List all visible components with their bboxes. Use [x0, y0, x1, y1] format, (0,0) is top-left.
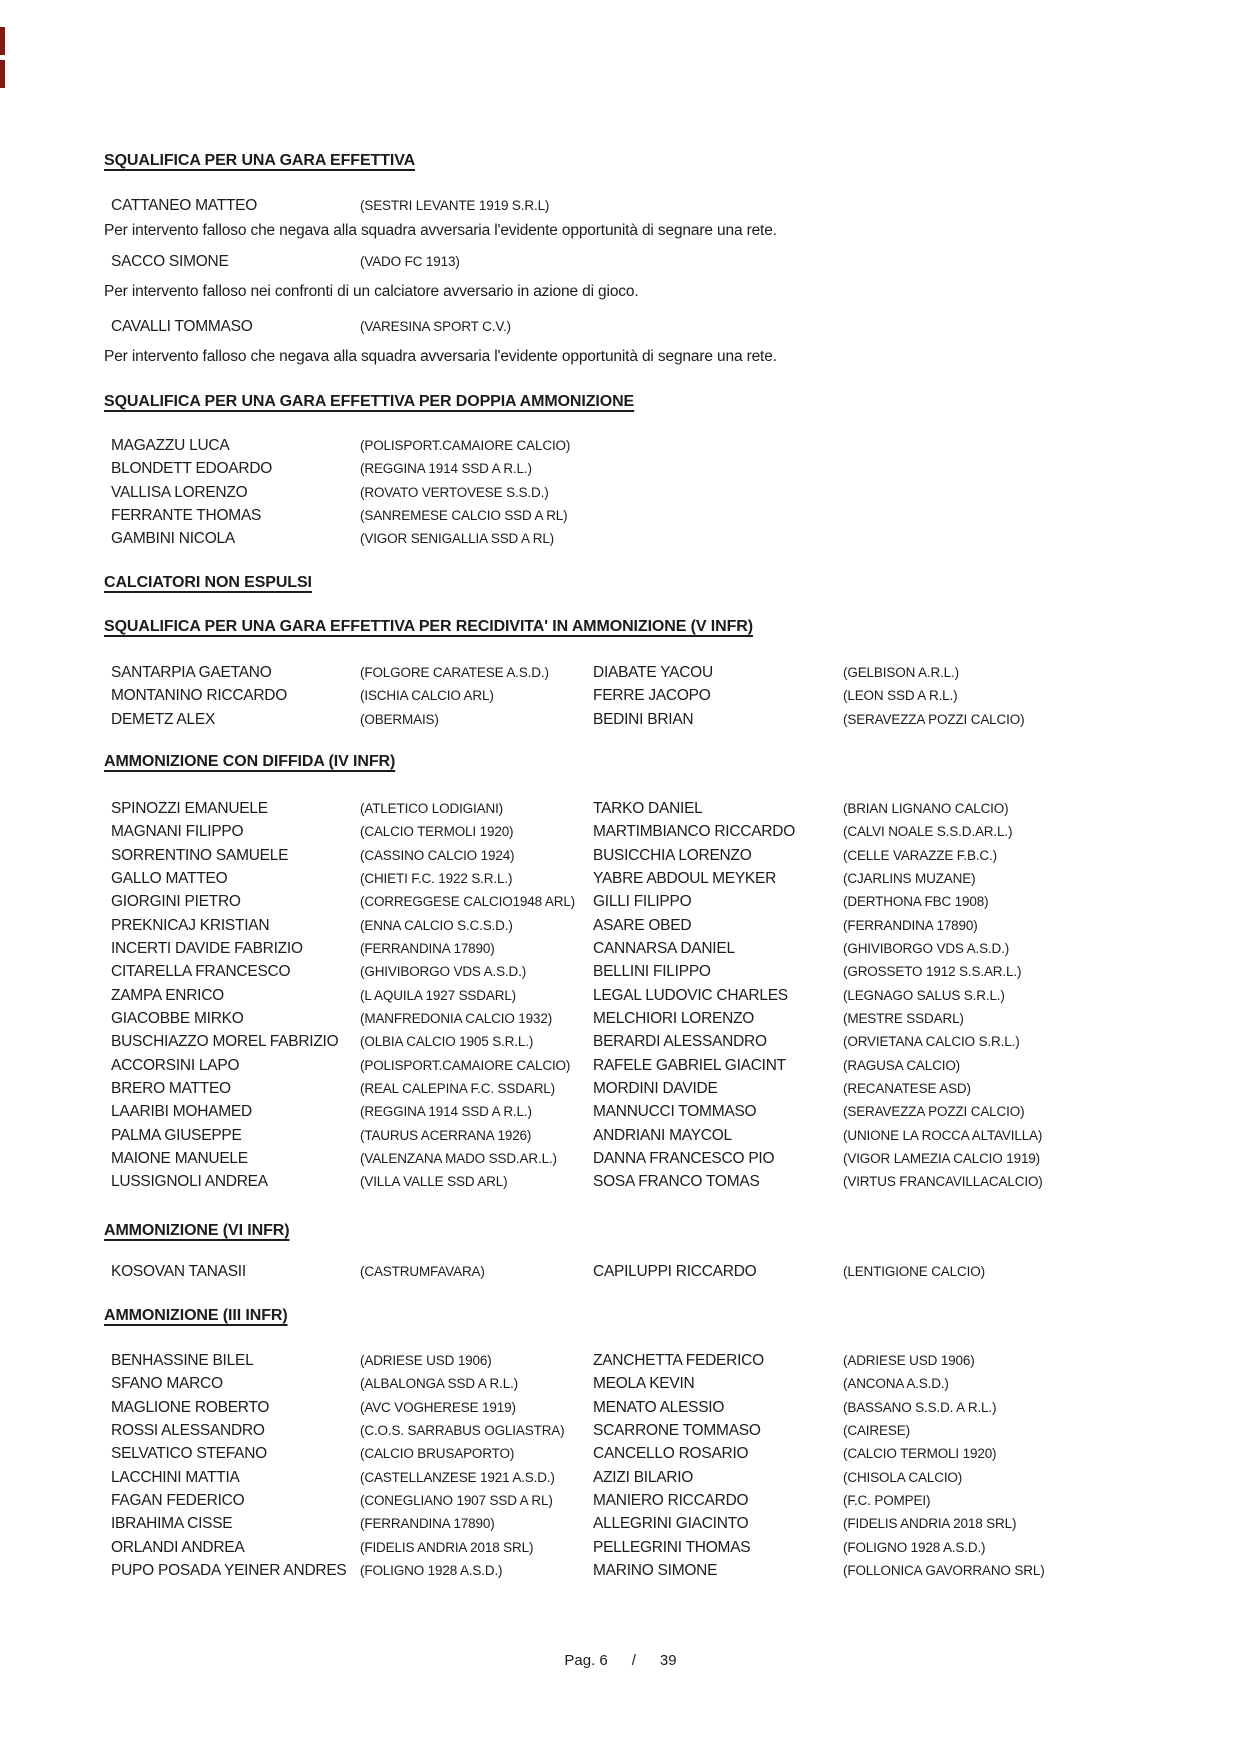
club-name: (VILLA VALLE SSD ARL) [360, 1174, 508, 1190]
club-name: (ROVATO VERTOVESE S.S.D.) [360, 484, 549, 500]
player-name: ROSSI ALESSANDRO [111, 1421, 265, 1439]
player-row [111, 1173, 1223, 1196]
club-name: (REGGINA 1914 SSD A R.L.) [360, 461, 532, 477]
player-row [111, 530, 1223, 553]
club-name: (FERRANDINA 17890) [843, 917, 978, 933]
club-name: (REGGINA 1914 SSD A R.L.) [360, 1104, 532, 1120]
club-name: (POLISPORT.CAMAIORE CALCIO) [360, 438, 571, 453]
player-name: LACCHINI MATTIA [111, 1468, 240, 1486]
player-name: ACCORSINI LAPO [111, 1056, 240, 1074]
player-row [111, 460, 1223, 483]
player-name: SCARRONE TOMMASO [593, 1421, 761, 1439]
club-name: (FERRANDINA 17890) [360, 1516, 495, 1532]
player-row [111, 847, 1223, 870]
player-name: VALLISA LORENZO [111, 483, 248, 501]
player-row [111, 987, 1223, 1010]
red-edge-mark [0, 27, 5, 55]
club-name: (CASSINO CALCIO 1924) [360, 847, 515, 863]
footer-total-pages: 39 [659, 1652, 677, 1669]
club-name: (BASSANO S.S.D. A R.L.) [843, 1399, 997, 1415]
player-name: CAVALLI TOMMASO [111, 318, 253, 335]
player-name: CANNARSA DANIEL [593, 939, 735, 957]
club-name: (ATLETICO LODIGIANI) [360, 801, 504, 816]
player-row [111, 1263, 1223, 1286]
player-row [111, 687, 1223, 710]
player-row [111, 1422, 1223, 1445]
player-name: MANNUCCI TOMMASO [593, 1103, 757, 1121]
club-name: (RAGUSA CALCIO) [843, 1057, 961, 1073]
player-name: SOSA FRANCO TOMAS [593, 1173, 760, 1191]
player-row [111, 1399, 1223, 1422]
player-name: BLONDETT EDOARDO [111, 460, 273, 478]
club-name: (CALCIO TERMOLI 1920) [843, 1446, 997, 1462]
section-heading: AMMONIZIONE (III INFR) [104, 1307, 288, 1324]
club-name: (FOLIGNO 1928 A.S.D.) [360, 1562, 503, 1578]
red-edge-mark [0, 60, 5, 88]
player-name: ALLEGRINI GIACINTO [593, 1515, 749, 1533]
club-name: (CALVI NOALE S.S.D.AR.L.) [843, 824, 1013, 840]
club-name: (CALCIO BRUSAPORTO) [360, 1446, 515, 1462]
player-row [111, 1033, 1223, 1056]
player-name: PUPO POSADA YEINER ANDRES [111, 1561, 347, 1579]
club-name: (VIGOR SENIGALLIA SSD A RL) [360, 531, 555, 547]
player-name: GIORGINI PIETRO [111, 893, 241, 911]
club-name: (DERTHONA FBC 1908) [843, 894, 989, 910]
club-name: (ADRIESE USD 1906) [843, 1353, 975, 1368]
player-name: FERRANTE THOMAS [111, 506, 262, 524]
club-name: (CELLE VARAZZE F.B.C.) [843, 847, 997, 863]
club-name: (VARESINA SPORT C.V.) [360, 319, 511, 334]
player-name: RAFELE GABRIEL GIACINT [593, 1056, 786, 1074]
club-name: (ALBALONGA SSD A R.L.) [360, 1376, 519, 1392]
club-name: (L AQUILA 1927 SSDARL) [360, 987, 517, 1003]
player-name: YABRE ABDOUL MEYKER [593, 869, 777, 887]
player-name: LEGAL LUDOVIC CHARLES [593, 986, 788, 1004]
player-row [111, 1492, 1223, 1515]
club-name: (RECANATESE ASD) [843, 1080, 971, 1096]
club-name: (FOLGORE CARATESE A.S.D.) [360, 665, 549, 680]
player-name: GALLO MATTEO [111, 869, 228, 887]
player-name: BUSCHIAZZO MOREL FABRIZIO [111, 1033, 339, 1051]
club-name: (FOLLONICA GAVORRANO SRL) [843, 1562, 1045, 1578]
player-name: ORLANDI ANDREA [111, 1538, 245, 1556]
player-name: AZIZI BILARIO [593, 1468, 694, 1486]
club-name: (CONEGLIANO 1907 SSD A RL) [360, 1492, 553, 1508]
player-name: MAGLIONE ROBERTO [111, 1398, 270, 1416]
club-name: (VADO FC 1913) [360, 254, 460, 269]
player-name: ZANCHETTA FEDERICO [593, 1352, 764, 1369]
club-name: (SERAVEZZA POZZI CALCIO) [843, 711, 1025, 727]
club-name: (VALENZANA MADO SSD.AR.L.) [360, 1150, 557, 1166]
player-name: KOSOVAN TANASII [111, 1263, 246, 1280]
rule-paragraph: Per intervento falloso nei confronti di un calciatore avversario in azione di gioco. [104, 283, 639, 300]
rule-paragraph: Per intervento falloso che negava alla squadra avversaria l'evidente opportunità di segnare una rete. [104, 348, 777, 365]
player-name: SFANO MARCO [111, 1375, 223, 1393]
footer-separator: / [631, 1652, 636, 1669]
section-heading: CALCIATORI NON ESPULSI [104, 574, 312, 591]
player-name: MAGAZZU LUCA [111, 437, 230, 454]
player-name: BUSICCHIA LORENZO [593, 846, 752, 864]
club-name: (REAL CALEPINA F.C. SSDARL) [360, 1080, 556, 1096]
rule-paragraph: Per intervento falloso che negava alla squadra avversaria l'evidente opportunità di segnare una rete. [104, 222, 777, 239]
player-row [111, 664, 1223, 687]
player-name: GAMBINI NICOLA [111, 530, 235, 548]
player-row [111, 711, 1223, 734]
club-name: (ORVIETANA CALCIO S.R.L.) [843, 1034, 1020, 1050]
player-name: DIABATE YACOU [593, 664, 713, 681]
player-row [111, 917, 1223, 940]
player-list [111, 253, 1223, 276]
player-name: MENATO ALESSIO [593, 1398, 725, 1416]
player-name: SANTARPIA GAETANO [111, 664, 272, 681]
club-name: (LENTIGIONE CALCIO) [843, 1264, 985, 1279]
player-name: MEOLA KEVIN [593, 1375, 695, 1393]
club-name: (AVC VOGHERESE 1919) [360, 1399, 516, 1415]
section-heading: AMMONIZIONE CON DIFFIDA (IV INFR) [104, 753, 396, 770]
club-name: (TAURUS ACERRANA 1926) [360, 1127, 532, 1143]
player-name: SACCO SIMONE [111, 253, 229, 270]
player-name: ZAMPA ENRICO [111, 986, 224, 1004]
player-row [111, 1057, 1223, 1080]
player-name: ASARE OBED [593, 916, 692, 934]
player-row [111, 963, 1223, 986]
player-name: GIACOBBE MIRKO [111, 1009, 244, 1027]
player-list [111, 437, 1223, 554]
player-name: SELVATICO STEFANO [111, 1445, 267, 1463]
player-row [111, 484, 1223, 507]
player-row [111, 940, 1223, 963]
club-name: (SANREMESE CALCIO SSD A RL) [360, 507, 568, 523]
player-name: BENHASSINE BILEL [111, 1352, 254, 1369]
player-name: IBRAHIMA CISSE [111, 1515, 233, 1533]
player-name: MARTIMBIANCO RICCARDO [593, 823, 796, 841]
player-row [111, 1469, 1223, 1492]
player-name: SORRENTINO SAMUELE [111, 846, 289, 864]
player-row [111, 197, 1223, 220]
player-name: PREKNICAJ KRISTIAN [111, 916, 270, 934]
player-row [111, 318, 1223, 341]
player-name: FAGAN FEDERICO [111, 1491, 245, 1509]
player-row [111, 1515, 1223, 1538]
player-name: TARKO DANIEL [593, 800, 703, 817]
club-name: (C.O.S. SARRABUS OGLIASTRA) [360, 1422, 565, 1438]
player-row [111, 1562, 1223, 1585]
player-row [111, 1445, 1223, 1468]
player-list [111, 318, 1223, 341]
club-name: (VIGOR LAMEZIA CALCIO 1919) [843, 1150, 1041, 1166]
player-list [111, 1263, 1223, 1286]
player-name: CANCELLO ROSARIO [593, 1445, 749, 1463]
player-row [111, 507, 1223, 530]
player-name: CAPILUPPI RICCARDO [593, 1263, 757, 1280]
club-name: (FIDELIS ANDRIA 2018 SRL) [843, 1516, 1017, 1532]
footer-page-label: Pag. 6 [564, 1652, 608, 1669]
player-name: FERRE JACOPO [593, 687, 711, 705]
player-row [111, 893, 1223, 916]
player-row [111, 870, 1223, 893]
player-name: PALMA GIUSEPPE [111, 1126, 242, 1144]
club-name: (GHIVIBORGO VDS A.S.D.) [360, 964, 527, 980]
club-name: (CJARLINS MUZANE) [843, 870, 976, 886]
club-name: (ANCONA A.S.D.) [843, 1376, 949, 1392]
player-name: BERARDI ALESSANDRO [593, 1033, 767, 1051]
club-name: (MESTRE SSDARL) [843, 1010, 964, 1026]
player-row [111, 1375, 1223, 1398]
club-name: (CASTELLANZESE 1921 A.S.D.) [360, 1469, 555, 1485]
club-name: (CASTRUMFAVARA) [360, 1264, 485, 1279]
club-name: (OLBIA CALCIO 1905 S.R.L.) [360, 1034, 534, 1050]
player-row [111, 253, 1223, 276]
section-heading: SQUALIFICA PER UNA GARA EFFETTIVA [104, 152, 416, 169]
club-name: (FOLIGNO 1928 A.S.D.) [843, 1539, 986, 1555]
player-row [111, 1539, 1223, 1562]
player-name: MAIONE MANUELE [111, 1149, 248, 1167]
club-name: (ISCHIA CALCIO ARL) [360, 688, 494, 704]
page-footer [0, 1652, 1241, 1669]
club-name: (CORREGGESE CALCIO1948 ARL) [360, 894, 576, 910]
club-name: (LEGNAGO SALUS S.R.L.) [843, 987, 1005, 1003]
player-row [111, 1103, 1223, 1126]
club-name: (SERAVEZZA POZZI CALCIO) [843, 1104, 1025, 1120]
club-name: (F.C. POMPEI) [843, 1492, 931, 1508]
section-heading: SQUALIFICA PER UNA GARA EFFETTIVA PER DOPPIA AMMONIZIONE [104, 393, 635, 410]
club-name: (ADRIESE USD 1906) [360, 1353, 492, 1368]
player-row [111, 1127, 1223, 1150]
player-name: BELLINI FILIPPO [593, 963, 711, 981]
player-name: INCERTI DAVIDE FABRIZIO [111, 939, 303, 957]
section-heading: AMMONIZIONE (VI INFR) [104, 1222, 290, 1239]
player-list [111, 197, 1223, 220]
player-row [111, 1080, 1223, 1103]
club-name: (CALCIO TERMOLI 1920) [360, 824, 514, 840]
player-row [111, 1150, 1223, 1173]
player-name: CITARELLA FRANCESCO [111, 963, 291, 981]
club-name: (SESTRI LEVANTE 1919 S.R.L) [360, 198, 550, 213]
club-name: (ENNA CALCIO S.C.S.D.) [360, 917, 513, 933]
player-name: MAGNANI FILIPPO [111, 823, 244, 841]
player-name: SPINOZZI EMANUELE [111, 800, 268, 817]
player-name: DEMETZ ALEX [111, 710, 216, 728]
player-row [111, 1352, 1223, 1375]
club-name: (LEON SSD A R.L.) [843, 688, 958, 704]
player-name: MARINO SIMONE [593, 1561, 718, 1579]
player-name: LAARIBI MOHAMED [111, 1103, 252, 1121]
player-name: BRERO MATTEO [111, 1079, 231, 1097]
player-name: MONTANINO RICCARDO [111, 687, 288, 705]
club-name: (FIDELIS ANDRIA 2018 SRL) [360, 1539, 534, 1555]
club-name: (CAIRESE) [843, 1422, 910, 1438]
player-name: PELLEGRINI THOMAS [593, 1538, 751, 1556]
player-row [111, 800, 1223, 823]
player-name: MANIERO RICCARDO [593, 1491, 749, 1509]
player-name: ANDRIANI MAYCOL [593, 1126, 732, 1144]
player-name: BEDINI BRIAN [593, 710, 694, 728]
club-name: (GHIVIBORGO VDS A.S.D.) [843, 940, 1010, 956]
club-name: (VIRTUS FRANCAVILLACALCIO) [843, 1174, 1043, 1190]
club-name: (CHISOLA CALCIO) [843, 1469, 963, 1485]
player-row [111, 1010, 1223, 1033]
player-name: LUSSIGNOLI ANDREA [111, 1173, 268, 1191]
club-name: (FERRANDINA 17890) [360, 940, 495, 956]
player-list [111, 800, 1223, 1197]
player-name: CATTANEO MATTEO [111, 197, 258, 214]
player-name: MORDINI DAVIDE [593, 1079, 718, 1097]
player-row [111, 823, 1223, 846]
club-name: (GELBISON A.R.L.) [843, 665, 959, 680]
player-list [111, 1352, 1223, 1585]
player-name: DANNA FRANCESCO PIO [593, 1149, 775, 1167]
player-name: GILLI FILIPPO [593, 893, 692, 911]
section-heading: SQUALIFICA PER UNA GARA EFFETTIVA PER RECIDIVITA' IN AMMONIZIONE (V INFR) [104, 618, 753, 635]
player-list [111, 664, 1223, 734]
club-name: (BRIAN LIGNANO CALCIO) [843, 801, 1009, 816]
club-name: (UNIONE LA ROCCA ALTAVILLA) [843, 1127, 1043, 1143]
club-name: (POLISPORT.CAMAIORE CALCIO) [360, 1057, 571, 1073]
player-row [111, 437, 1223, 460]
club-name: (CHIETI F.C. 1922 S.R.L.) [360, 870, 513, 886]
player-name: MELCHIORI LORENZO [593, 1009, 755, 1027]
club-name: (GROSSETO 1912 S.S.AR.L.) [843, 964, 1022, 980]
club-name: (OBERMAIS) [360, 711, 439, 727]
club-name: (MANFREDONIA CALCIO 1932) [360, 1010, 553, 1026]
